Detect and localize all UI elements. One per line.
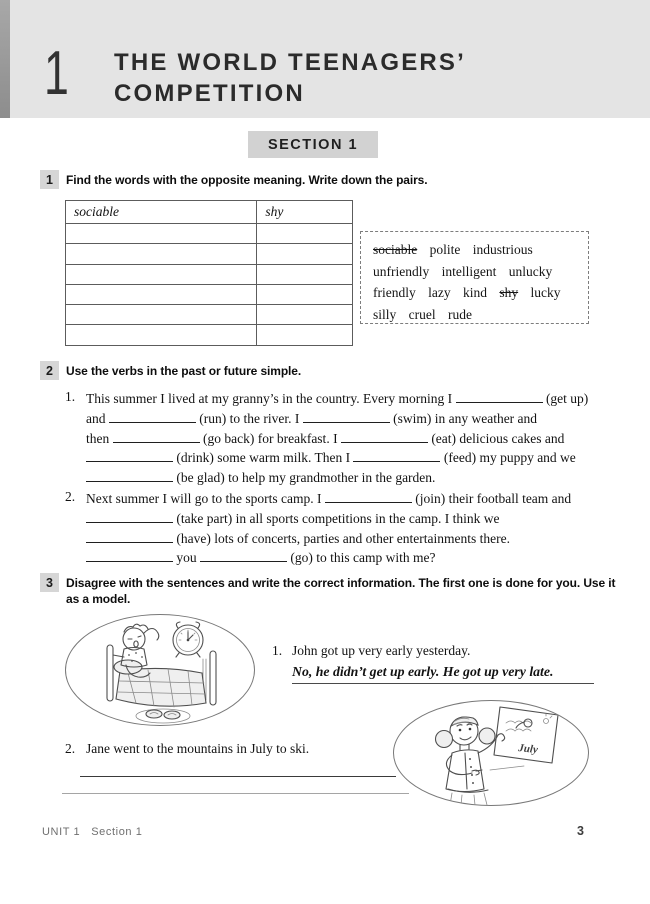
pairs-table-empty-cell [257, 264, 353, 284]
fill-in-blank [200, 551, 287, 562]
fill-in-text-line: (drink) some warm milk. Then I (feed) my puppy and we [86, 448, 640, 468]
exercise-1-instruction: Find the words with the opposite meaning. Write down the pairs. [66, 173, 428, 187]
answer-writing-line [62, 793, 409, 794]
exercise-3-instruction-line1: Disagree with the sentences and write the correct information. The first one is done for you. Use it [66, 576, 616, 590]
pairs-table-empty-cell [66, 244, 257, 264]
unit-title-line2: COMPETITION [114, 80, 305, 107]
page-edge-strip [0, 0, 10, 118]
pairs-table-empty-cell [257, 244, 353, 264]
exercise-3-item-2 [65, 741, 309, 757]
item-number: 1. [272, 643, 283, 658]
exercise-3-instruction-line2: as a model. [66, 592, 131, 606]
word-bank-box [360, 231, 589, 324]
boy-waking-up-illustration [65, 614, 255, 726]
unit-title-line1: THE WORLD TEENAGERS’ [114, 49, 467, 76]
fill-in-blank [86, 532, 173, 543]
opposite-pairs-table [65, 200, 353, 346]
pairs-table-empty-cell [257, 284, 353, 304]
item-number: 1. [65, 389, 76, 404]
item-sentence: Jane went to the mountains in July to ski. [86, 741, 310, 756]
model-answer: No, he didn’t get up early. He got up very late. [292, 661, 594, 684]
exercise-2-item-1 [65, 389, 640, 488]
pairs-table-header-cell: sociable [66, 201, 257, 224]
word-bank-word: silly [373, 306, 397, 322]
footer-section-label: Section 1 [91, 826, 143, 838]
word-bank-word: polite [429, 242, 461, 257]
fill-in-blank [86, 551, 173, 562]
exercise-3-item-1 [272, 641, 602, 684]
exercise-3-instruction [66, 575, 615, 607]
pairs-table-empty-cell [66, 284, 257, 304]
fill-in-text-line: then (go back) for breakfast. I (eat) delicious cakes and [86, 430, 565, 446]
word-bank-word: intelligent [441, 263, 497, 279]
pairs-table-empty-cell [257, 224, 353, 244]
fill-in-blank [303, 412, 390, 423]
pairs-table-header-cell: shy [257, 201, 353, 224]
pairs-table-empty-cell [66, 264, 257, 284]
word-bank-line [373, 239, 576, 261]
fill-in-blank [353, 451, 440, 462]
word-bank-word: kind [463, 285, 488, 300]
fill-in-blank [86, 471, 173, 482]
exercise-2-item-2 [65, 489, 640, 568]
fill-in-blank [113, 432, 200, 443]
exercise-2-instruction: Use the verbs in the past or future simple. [66, 364, 302, 378]
item-sentence: John got up very early yesterday. [292, 643, 471, 658]
pairs-table-empty-cell [66, 325, 257, 345]
footer-unit-section [42, 826, 143, 838]
fill-in-blank [341, 432, 428, 443]
page-number: 3 [577, 824, 584, 838]
word-bank-word: friendly [373, 285, 416, 300]
girl-july-calendar-illustration [393, 700, 589, 806]
word-bank-word: unfriendly [373, 263, 430, 279]
word-bank-line [373, 304, 576, 326]
item-number: 2. [65, 489, 76, 504]
section-heading: SECTION 1 [248, 131, 378, 158]
girl-july-calendar-sketch [394, 701, 589, 806]
word-bank-word: rude [448, 306, 472, 322]
footer-unit-label: UNIT 1 [42, 826, 81, 838]
word-bank-word-crossed-out: shy [499, 285, 519, 300]
fill-in-text-line: Next summer I will go to the sports camp. I (join) their football team and [86, 491, 572, 506]
word-bank-word-crossed-out: sociable [373, 242, 418, 257]
word-bank-word: industrious [472, 242, 533, 257]
pairs-table-empty-cell [257, 305, 353, 325]
boy-waking-up-sketch [66, 615, 255, 726]
word-bank-line [373, 282, 576, 304]
word-bank-line [373, 261, 576, 283]
pairs-table-empty-cell [66, 305, 257, 325]
fill-in-blank [456, 392, 543, 403]
exercise-3-number-badge: 3 [40, 573, 59, 592]
fill-in-text-line: (have) lots of concerts, parties and other entertainments there. [86, 529, 640, 549]
item-text [86, 389, 640, 488]
fill-in-blank [86, 451, 173, 462]
word-bank-word: lucky [530, 285, 561, 300]
pairs-table-empty-cell [66, 224, 257, 244]
item-text [86, 489, 640, 568]
unit-title [114, 47, 466, 109]
word-bank-word: cruel [408, 306, 436, 322]
answer-writing-line [80, 776, 396, 777]
fill-in-text-line: (take part) in all sports competitions in the camp. I think we [86, 509, 640, 529]
fill-in-blank [325, 492, 412, 503]
fill-in-text-line: This summer I lived at my granny’s in the country. Every morning I (get up) [86, 391, 589, 406]
fill-in-blank [86, 512, 173, 523]
calendar-month-label: July [517, 742, 539, 757]
fill-in-blank [109, 412, 196, 423]
word-bank-word: unlucky [508, 263, 553, 279]
unit-number: 1 [44, 39, 69, 108]
exercise-1-number-badge: 1 [40, 170, 59, 189]
fill-in-text-line: and (run) to the river. I (swim) in any weather and [86, 410, 538, 426]
fill-in-text-line: you (go) to this camp with me? [86, 548, 640, 568]
item-number: 2. [65, 741, 76, 756]
word-bank-word: lazy [428, 285, 451, 300]
exercise-2-number-badge: 2 [40, 361, 59, 380]
pairs-table-empty-cell [257, 325, 353, 345]
fill-in-text-line: (be glad) to help my grandmother in the garden. [86, 468, 640, 488]
